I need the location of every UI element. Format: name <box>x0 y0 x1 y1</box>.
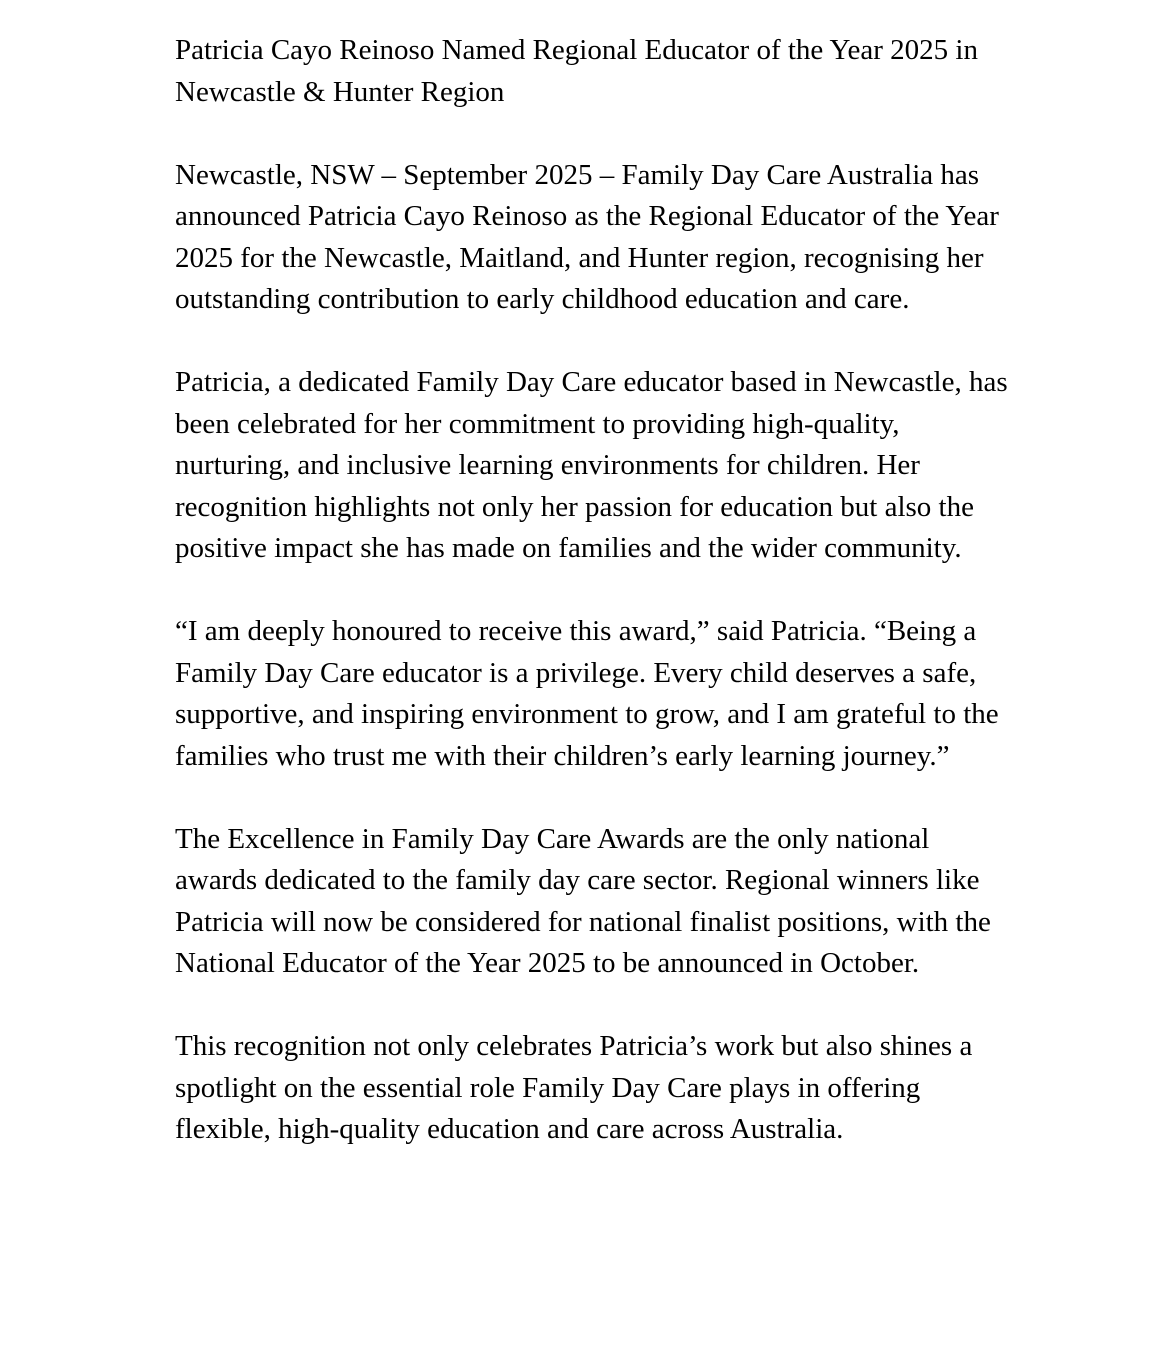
paragraph-closing: This recognition not only celebrates Patricia’s work but also shines a spotlight on the essential role Family Day Care plays in offering flexible, high-quality education and care across Australia. <box>175 1030 973 1145</box>
paragraph-dateline: Newcastle, NSW – September 2025 – Family Day Care Australia has announced Patricia Cayo Reinoso as the Regional Educator of the Year 2025 for the Newcastle, Maitland, and Hunter region, recognising her outstanding contribution to early childhood education and care. <box>175 158 999 315</box>
document-title: Patricia Cayo Reinoso Named Regional Educator of the Year 2025 in Newcastle & Hunter Region <box>175 34 978 108</box>
paragraph-about-patricia: Patricia, a dedicated Family Day Care educator based in Newcastle, has been celebrated for her commitment to providing high-quality, nurturing, and inclusive learning environments for children. Her recognition highlights not only her passion for education but also the positive impact she has made on families and the wider community. <box>175 366 1008 564</box>
paragraph-awards-info: The Excellence in Family Day Care Awards are the only national awards dedicated to the family day care sector. Regional winners like Patricia will now be considered for national finalist positions, with the National Educator of the Year 2025 to be announced in October. <box>175 822 991 979</box>
paragraph-quote: “I am deeply honoured to receive this award,” said Patricia. “Being a Family Day Care educator is a privilege. Every child deserves a safe, supportive, and inspiring environment to grow, and I am grateful to the families who trust me with their children’s early learning journey.” <box>175 615 999 772</box>
